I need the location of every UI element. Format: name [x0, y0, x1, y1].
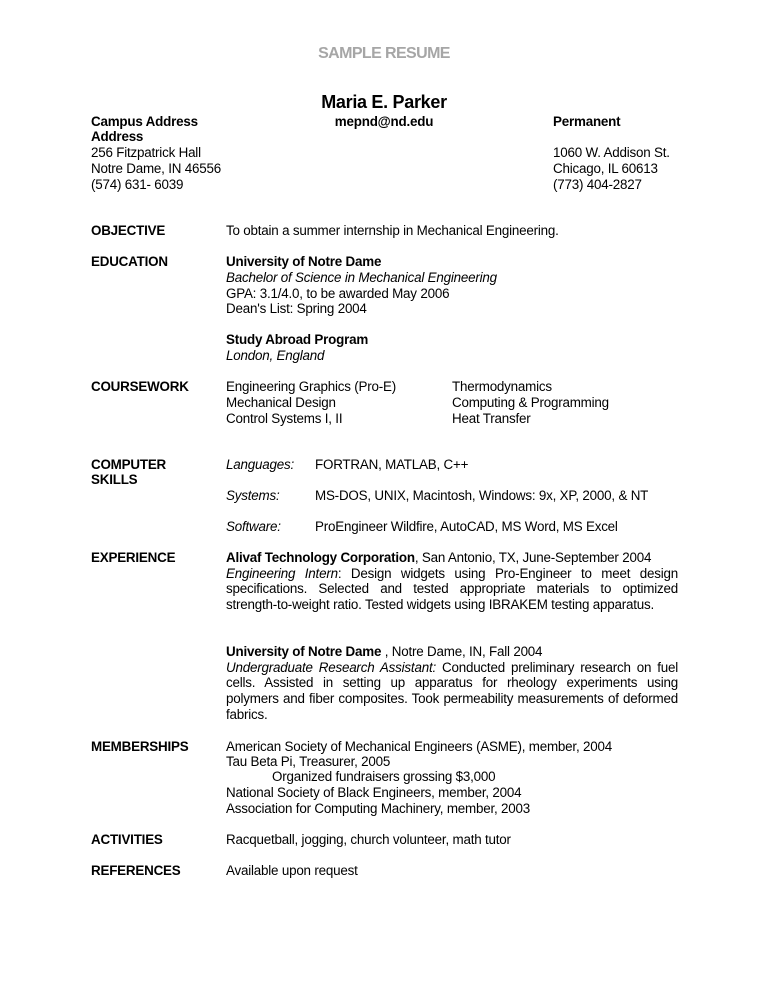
study-abroad-location: London, England	[226, 348, 325, 363]
campus-address-title: Campus Address	[91, 114, 198, 129]
skill-key-software: Software:	[226, 519, 281, 534]
email-address: mepnd@nd.edu	[334, 114, 434, 129]
membership-item: National Society of Black Engineers, member, 2004	[226, 785, 522, 800]
permanent-address-line: 1060 W. Addison St.	[553, 145, 670, 160]
section-label-activities: ACTIVITIES	[91, 832, 163, 847]
course-item: Thermodynamics	[452, 379, 552, 394]
membership-item: Association for Computing Machinery, member, 2003	[226, 801, 531, 816]
campus-address-line: 256 Fitzpatrick Hall	[91, 145, 201, 160]
membership-item: American Society of Mechanical Engineers (ASME), member, 2004	[226, 739, 612, 754]
course-item: Engineering Graphics (Pro-E)	[226, 379, 397, 394]
section-label-education: EDUCATION	[91, 254, 168, 269]
permanent-address-title: Permanent	[553, 114, 621, 129]
experience-entry-1	[226, 550, 678, 613]
education-deans-list: Dean's List: Spring 2004	[226, 301, 367, 316]
section-label-coursework: COURSEWORK	[91, 379, 189, 394]
skill-value-systems: MS-DOS, UNIX, Macintosh, Windows: 9x, XP, 2000, & NT	[315, 488, 649, 503]
course-item: Control Systems I, II	[226, 411, 343, 426]
section-label-references: REFERENCES	[91, 863, 181, 878]
section-label-skills: SKILLS	[91, 472, 138, 487]
experience-role: Engineering Intern	[226, 565, 338, 581]
section-label-memberships: MEMBERSHIPS	[91, 739, 189, 754]
membership-subitem: Organized fundraisers grossing $3,000	[272, 769, 496, 784]
course-item: Heat Transfer	[452, 411, 531, 426]
skill-value-software: ProEngineer Wildfire, AutoCAD, MS Word, MS Excel	[315, 519, 618, 534]
permanent-address-line: Chicago, IL 60613	[553, 161, 658, 176]
skill-key-systems: Systems:	[226, 488, 280, 503]
skill-value-languages: FORTRAN, MATLAB, C++	[315, 457, 469, 472]
experience-role: Undergraduate Research Assistant:	[226, 659, 436, 675]
education-degree: Bachelor of Science in Mechanical Engineering	[226, 270, 497, 285]
campus-phone: (574) 631- 6039	[91, 177, 184, 192]
skill-key-languages: Languages:	[226, 457, 294, 472]
campus-address-line: Notre Dame, IN 46556	[91, 161, 221, 176]
references-text: Available upon request	[226, 863, 358, 878]
candidate-name: Maria E. Parker	[321, 92, 447, 112]
experience-meta: , San Antonio, TX, June-September 2004	[414, 550, 652, 565]
study-abroad-title: Study Abroad Program	[226, 332, 369, 347]
experience-org: University of Notre Dame	[226, 644, 382, 659]
course-item: Mechanical Design	[226, 395, 336, 410]
experience-meta: , Notre Dame, IN, Fall 2004	[381, 644, 543, 659]
section-label-computer: COMPUTER	[91, 457, 167, 472]
education-gpa: GPA: 3.1/4.0, to be awarded May 2006	[226, 286, 450, 301]
education-school: University of Notre Dame	[226, 254, 382, 269]
objective-text: To obtain a summer internship in Mechanical Engineering.	[226, 223, 559, 238]
experience-description: Conducted preliminary research on fuel cells. Assisted in setting up apparatus for rheology experiments using polymers and fiber composites. Took permeability measurements of deformed fabrics.	[226, 659, 678, 722]
experience-description: : Design widgets using Pro-Engineer to meet design specifications. Selected and tested appropriate materials to optimized strength-to-weight ratio. Tested widgets using IBRAKEM testing apparatus.	[226, 565, 678, 613]
experience-entry-2	[226, 644, 678, 723]
experience-org: Alivaf Technology Corporation	[226, 550, 415, 565]
campus-address-title-cont: Address	[91, 129, 144, 144]
course-item: Computing & Programming	[452, 395, 609, 410]
section-label-experience: EXPERIENCE	[91, 550, 176, 565]
section-label-objective: OBJECTIVE	[91, 223, 166, 238]
permanent-phone: (773) 404-2827	[553, 177, 642, 192]
document-tag: SAMPLE RESUME	[318, 45, 450, 62]
activities-text: Racquetball, jogging, church volunteer, math tutor	[226, 832, 511, 847]
membership-item: Tau Beta Pi, Treasurer, 2005	[226, 754, 391, 769]
